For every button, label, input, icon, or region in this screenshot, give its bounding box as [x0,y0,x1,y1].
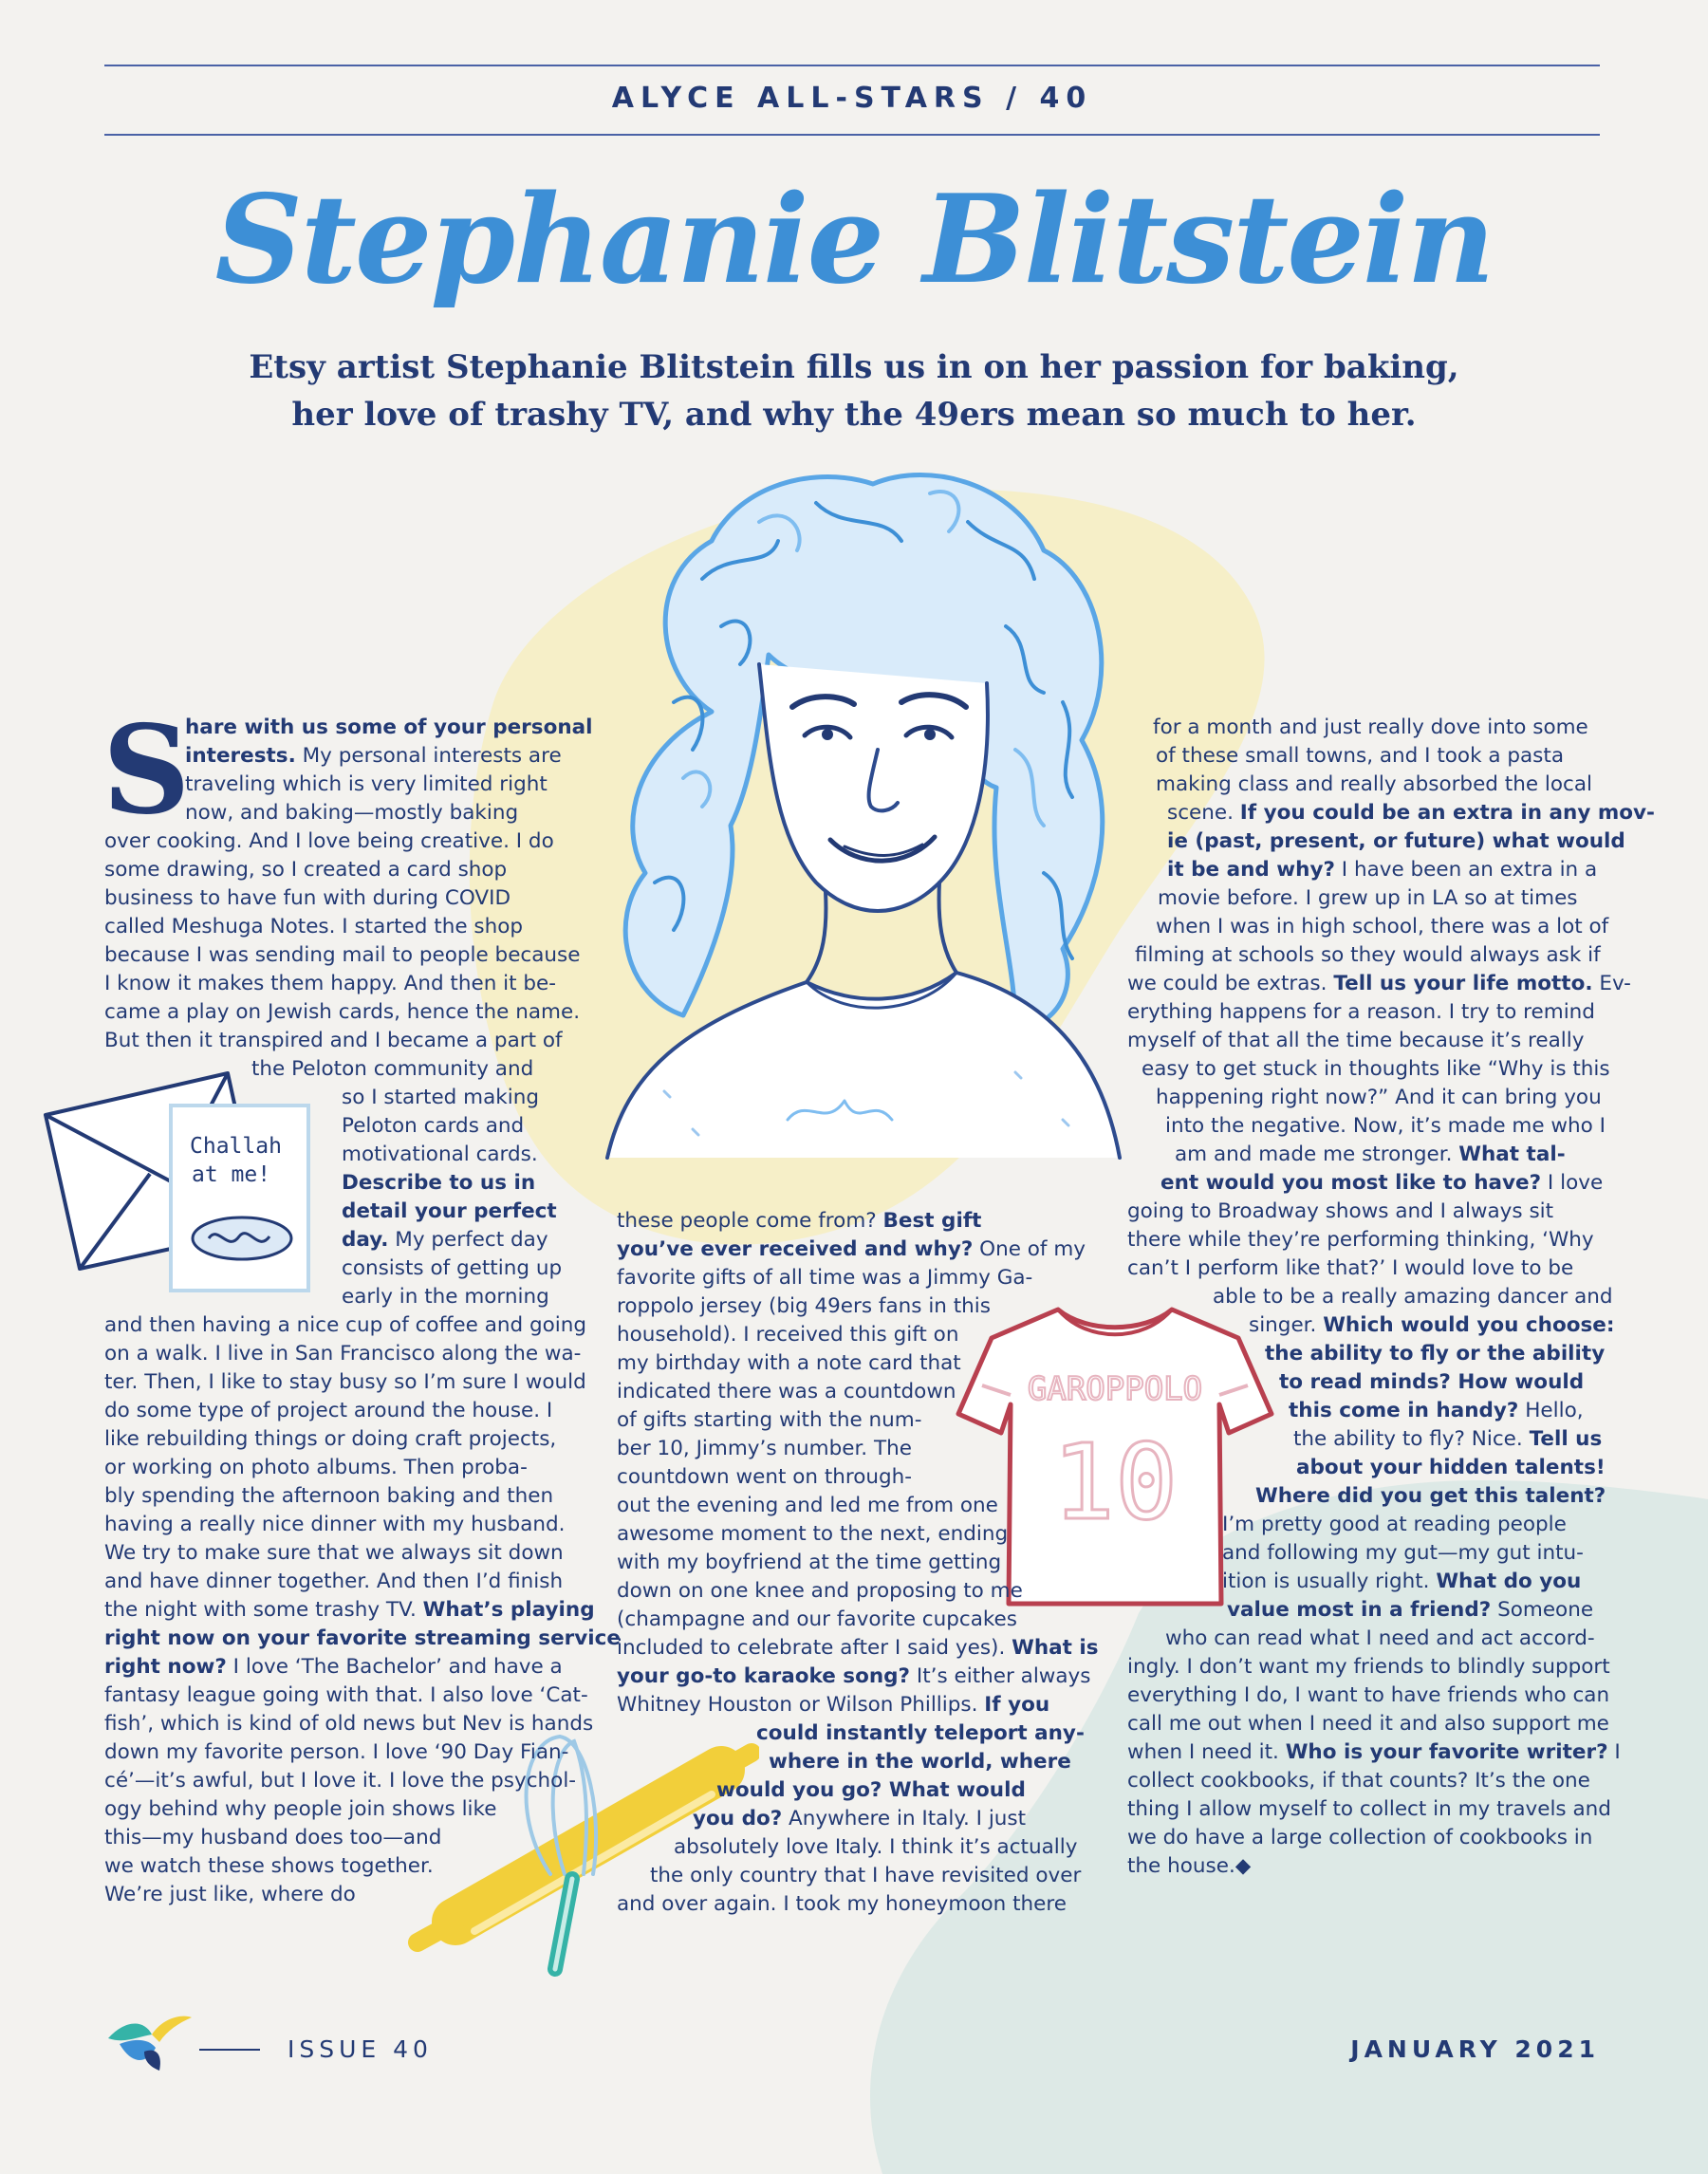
article-line [1127,1397,1602,1425]
article-line [1127,1226,1602,1254]
answer-text: I love ‘The Bachelor’ and have a [226,1655,563,1679]
article-line [104,856,579,884]
answer-text: on a walk. I live in San Francisco along the wa- [104,1342,582,1366]
answer-text: can’t I perform like that?’ I would love to be [1127,1256,1574,1280]
question-text: Tell us [1529,1427,1603,1451]
answer-text: having a really nice dinner with my husband. [104,1513,566,1536]
answer-text: the ability to fly? Nice. [1293,1427,1530,1451]
answer-text: for a month and just really dove into some [1153,715,1588,739]
answer-text: household). I received this gift on [617,1323,959,1347]
answer-text: and following my gut—my gut intu- [1222,1541,1584,1565]
answer-text: do some type of project around the house. I [104,1399,553,1422]
question-text: where in the world, where [769,1750,1071,1774]
article-line [104,742,579,771]
drop-cap: S [102,699,191,842]
article-line [617,1719,1091,1748]
answer-text: called Meshuga Notes. I started the shop [104,915,524,938]
article-title: Stephanie Blitstein [214,169,1494,311]
article-line [104,1397,579,1425]
article-line [617,1492,1091,1520]
article-line [617,1606,1091,1634]
answer-text: I [1607,1740,1621,1764]
portrait-illustration [569,465,1158,1167]
answer-text: ber 10, Jimmy’s number. The [617,1437,912,1460]
article-line [104,827,579,856]
article-line [617,1463,1091,1492]
answer-text: call me out when I need it and also support me [1127,1712,1609,1736]
article-line [1127,1254,1602,1283]
answer-text: making class and really absorbed the local [1156,772,1593,796]
header-rule-bottom [104,134,1600,136]
answer-text: because I was sending mail to people because [104,943,581,967]
answer-text: roppolo jersey (big 49ers fans in this [617,1294,991,1318]
article-line [617,1776,1091,1805]
answer-text: My personal interests are [295,744,562,768]
answer-text: and then having a nice cup of coffee and going [104,1313,587,1337]
article-line [1127,1055,1610,1084]
answer-text: my birthday with a note card that [617,1351,961,1375]
article-line [1127,1738,1621,1767]
answer-text: One of my [973,1237,1086,1261]
article-line [617,1634,1099,1663]
answer-text: myself of that all the time because it’s really [1127,1029,1585,1052]
answer-text: filming at schools so they would always ask if [1135,943,1601,967]
question-text: detail your perfect [342,1199,557,1223]
article-line [617,1207,1091,1236]
article-line [1127,1625,1602,1653]
question-text: If you [984,1693,1050,1717]
answer-text: traveling which is very limited right [185,772,548,796]
article-line [1127,970,1631,998]
answer-text: of gifts starting with the num- [617,1408,922,1432]
answer-text: the house. [1127,1854,1235,1878]
article-line [104,1112,579,1141]
article-line [104,714,593,742]
article-line [1127,1425,1602,1454]
article-line [1127,1112,1606,1141]
article-line [104,1653,579,1682]
article-line [104,1283,579,1311]
article-line [1127,1454,1606,1482]
footer-issue: ISSUE 40 [288,2035,433,2063]
article-line [104,799,579,827]
article-line [1127,1852,1602,1881]
article-line [1127,1767,1602,1795]
deck-line: Etsy artist Stephanie Blitstein fills us in on her passion for baking, [249,348,1459,386]
answer-text: thing I allow myself to collect in my travels and [1127,1797,1611,1821]
question-text: What’s playing [422,1598,595,1622]
answer-text: Hello, [1518,1399,1584,1422]
article-line [104,1710,594,1738]
answer-text: am and made me stronger. [1175,1143,1459,1166]
article-line [104,1084,579,1112]
question-text: to read minds? How would [1279,1370,1585,1394]
question-text: about your hidden talents! [1296,1456,1606,1479]
question-text: would you go? What would [716,1778,1026,1802]
answer-text: out the evening and led me from one [617,1494,998,1517]
article-line [104,970,579,998]
article-line [104,1625,621,1653]
article-line [104,1795,579,1824]
article-line [1127,1368,1602,1397]
header-rule-top [104,65,1600,66]
question-text: the ability to fly or the ability [1265,1342,1606,1366]
article-line [1127,827,1625,856]
question-text: it be and why? [1167,858,1335,882]
article-line [617,1748,1091,1776]
article-line [104,1311,587,1340]
answer-text: when I need it. [1127,1740,1286,1764]
article-line [617,1577,1091,1606]
answer-text: But then it transpired and I became a part of [104,1029,563,1052]
answer-text: indicated there was a countdown [617,1380,956,1403]
answer-text: over cooking. And I love being creative. I do [104,829,554,853]
answer-text: motivational cards. [342,1143,538,1166]
footer-rule [199,2049,260,2051]
question-text: Where did you get this talent? [1255,1484,1606,1508]
answer-text: happening right now?” And it can bring you [1156,1086,1602,1109]
article-line [617,1691,1091,1719]
answer-text: movie before. I grew up in LA so at times [1158,886,1578,910]
article-line [1127,941,1602,970]
answer-text: everything I do, I want to have friends who can [1127,1683,1610,1707]
answer-text: able to be a really amazing dancer and [1213,1285,1613,1309]
answer-text: when I was in high school, there was a lot of [1156,915,1609,938]
answer-text: of these small towns, and I took a pasta [1156,744,1564,768]
article-line [104,1254,579,1283]
answer-text: the only country that I have revisited over [650,1864,1082,1887]
answer-text: cé’—it’s awful, but I love it. I love the psychol- [104,1769,577,1793]
article-line [104,941,579,970]
answer-text: or working on photo albums. Then proba- [104,1456,528,1479]
article-line [104,1340,582,1368]
article-line [104,1027,579,1055]
answer-text: I love [1541,1171,1604,1195]
answer-text: consists of getting up [342,1256,563,1280]
answer-text: I know it makes them happy. And then it be- [104,972,557,995]
answer-text: absolutely love Italy. I think it’s actually [674,1835,1078,1859]
question-text: ent would you most like to have? [1160,1171,1542,1195]
article-line [104,998,579,1027]
article-line [104,1738,579,1767]
answer-text: business to have fun with during COVID [104,886,511,910]
answer-text: down my favorite person. I love ‘90 Day Fian- [104,1740,569,1764]
answer-text: favorite gifts of all time was a Jimmy Ga- [617,1266,1033,1290]
answer-text: countdown went on through- [617,1465,913,1489]
article-line [1127,1568,1602,1596]
article-line [104,1055,579,1084]
answer-text: bly spending the afternoon baking and then [104,1484,554,1508]
article-line [617,1663,1091,1691]
answer-text: fantasy league going with that. I also love ‘Cat- [104,1683,588,1707]
article-line [104,1226,579,1254]
answer-text: with my boyfriend at the time getting [617,1551,1002,1574]
answer-text: we could be extras. [1127,972,1334,995]
answer-text: the night with some trashy TV. [104,1598,423,1622]
article-line [1127,1824,1602,1852]
article-line [1127,1311,1615,1340]
article-line [104,1482,579,1511]
question-text: What is [1012,1636,1099,1660]
article-line [1127,1169,1602,1198]
article-line [617,1236,1091,1264]
question-text: right now on your favorite streaming service [104,1626,621,1650]
article-line [104,1596,595,1625]
article-line [617,1833,1091,1862]
alyce-logo-icon [106,2010,194,2072]
answer-text: and over again. I took my honeymoon there [617,1892,1067,1916]
article-line [1127,1682,1610,1710]
article-line [104,1169,579,1198]
answer-text: collect cookbooks, if that counts? It’s the one [1127,1769,1590,1793]
answer-text: My perfect day [388,1228,548,1252]
footer-date: JANUARY 2021 [1350,2035,1600,2063]
answer-text: Peloton cards and [342,1114,525,1138]
section-label: ALYCE ALL-STARS / 40 [611,82,1093,115]
article-line [104,1141,579,1169]
answer-text: (champagne and our favorite cupcakes [617,1607,1017,1631]
article-column-3 [1127,714,1655,1881]
answer-text: We try to make sure that we always sit down [104,1541,564,1565]
article-line [1127,771,1602,799]
answer-text: who can read what I need and act accord- [1165,1626,1595,1650]
question-text: day. [342,1228,389,1252]
question-text: Best gift [882,1209,982,1233]
answer-text: easy to get stuck in thoughts like “Why is this [1142,1057,1610,1081]
article-line [1127,856,1602,884]
article-line [1127,1795,1611,1824]
article-line [1127,1283,1613,1311]
article-deck [190,344,1518,438]
question-text: you do? [693,1807,783,1830]
answer-text: and have dinner together. And then I’d finish [104,1570,564,1593]
answer-text: down on one knee and proposing to me [617,1579,1023,1603]
question-text: If you could be an extra in any mov- [1239,801,1655,825]
article-line [1127,1084,1602,1112]
answer-text: now, and baking—mostly baking [185,801,519,825]
answer-text: fish’, which is kind of old news but Nev is hands [104,1712,594,1736]
answer-text: I’m pretty good at reading people [1222,1513,1567,1536]
answer-text: ingly. I don’t want my friends to blindly support [1127,1655,1610,1679]
article-line [617,1549,1091,1577]
question-text: Describe to us in [342,1171,536,1195]
article-line [104,1852,579,1881]
article-line [1127,1653,1610,1682]
question-text: this come in handy? [1289,1399,1519,1422]
question-text: value most in a friend? [1227,1598,1492,1622]
answer-text: so I started making [342,1086,539,1109]
article-line [1127,1141,1602,1169]
question-text: hare with us some of your personal [185,715,593,739]
article-line [617,1406,1091,1435]
article-line [1127,742,1602,771]
article-line [617,1520,1091,1549]
question-text: you’ve ever received and why? [617,1237,974,1261]
article-line [617,1378,1091,1406]
answer-text: ogy behind why people join shows like [104,1797,497,1821]
article-line [1127,1198,1602,1226]
answer-text: scene. [1167,801,1240,825]
article-line [104,1368,586,1397]
answer-text: Someone [1491,1598,1594,1622]
question-text: ie (past, present, or future) what would [1167,829,1625,853]
article-line [1127,1340,1606,1368]
question-text: could instantly teleport any- [756,1721,1085,1745]
article-line [104,1881,579,1909]
question-text: interests. [185,744,296,768]
article-line [104,913,579,941]
article-line [617,1321,1091,1349]
question-text: What do you [1436,1570,1582,1593]
answer-text: It’s either always [910,1664,1091,1688]
article-line [104,1511,579,1539]
jersey-name: GAROPPOLO [1027,1370,1203,1408]
answer-text: awesome moment to the next, ending [617,1522,1009,1546]
article-line [1127,714,1602,742]
answer-text: We’re just like, where do [104,1883,356,1906]
question-text: ◆ [1235,1854,1252,1878]
answer-text: ter. Then, I like to stay busy so I’m sure I would [104,1370,586,1394]
answer-text: included to celebrate after I said yes). [617,1636,1012,1660]
answer-text: there while they’re performing thinking, ‘Why [1127,1228,1594,1252]
article-line [1127,1539,1602,1568]
article-line [1127,1596,1602,1625]
card-text-line: at me! [192,1162,271,1187]
answer-text: Whitney Houston or Wilson Phillips. [617,1693,985,1717]
article-line [1127,799,1655,827]
answer-text: some drawing, so I created a card shop [104,858,508,882]
article-column-2 [617,1207,1099,1919]
article-column-1 [104,714,621,1909]
answer-text: came a play on Jewish cards, hence the name. [104,1000,581,1024]
deck-line: her love of trashy TV, and why the 49ers mean so much to her. [291,396,1417,434]
article-line [617,1805,1091,1833]
answer-text: Anywhere in Italy. I just [782,1807,1027,1830]
answer-text: the Peloton community and [251,1057,534,1081]
answer-text: I have been an extra in a [1334,858,1598,882]
article-line [104,1824,579,1852]
article-line [104,1568,579,1596]
answer-text: early in the morning [342,1285,549,1309]
answer-text: singer. [1249,1313,1324,1337]
article-line [104,884,579,913]
answer-text: these people come from? [617,1209,883,1233]
answer-text: ition is usually right. [1222,1570,1437,1593]
article-line [617,1890,1091,1919]
question-text: Who is your favorite writer? [1285,1740,1608,1764]
jersey-number: 10 [1051,1421,1179,1543]
answer-text: like rebuilding things or doing craft projects, [104,1427,557,1451]
article-line [104,1198,579,1226]
card-text-line: Challah [190,1134,282,1159]
question-text: right now? [104,1655,227,1679]
question-text: Which would you choose: [1323,1313,1615,1337]
article-line [104,1682,588,1710]
article-line [104,1539,579,1568]
answer-text: going to Broadway shows and I always sit [1127,1199,1554,1223]
article-line [104,1425,579,1454]
article-line [1127,1511,1602,1539]
question-text: Tell us your life motto. [1333,972,1593,995]
answer-text: we watch these shows together. [104,1854,434,1878]
article-line [1127,884,1602,913]
article-line [617,1264,1091,1292]
question-text: your go-to karaoke song? [617,1664,911,1688]
article-line [617,1435,1091,1463]
article-line [1127,1027,1602,1055]
article-line [104,1767,579,1795]
article-line [1127,1710,1609,1738]
answer-text: into the negative. Now, it’s made me who I [1165,1114,1606,1138]
answer-text: erything happens for a reason. I try to remind [1127,1000,1595,1024]
article-line [617,1292,1091,1321]
article-line [104,771,579,799]
article-line [617,1349,1091,1378]
answer-text: Ev- [1592,972,1631,995]
article-line [1127,998,1602,1027]
article-line [104,1454,579,1482]
answer-text: this—my husband does too—and [104,1826,442,1849]
article-line [617,1862,1091,1890]
article-line [1127,1482,1606,1511]
article-line [1127,913,1609,941]
question-text: What tal- [1458,1143,1566,1166]
answer-text: we do have a large collection of cookbooks in [1127,1826,1593,1849]
